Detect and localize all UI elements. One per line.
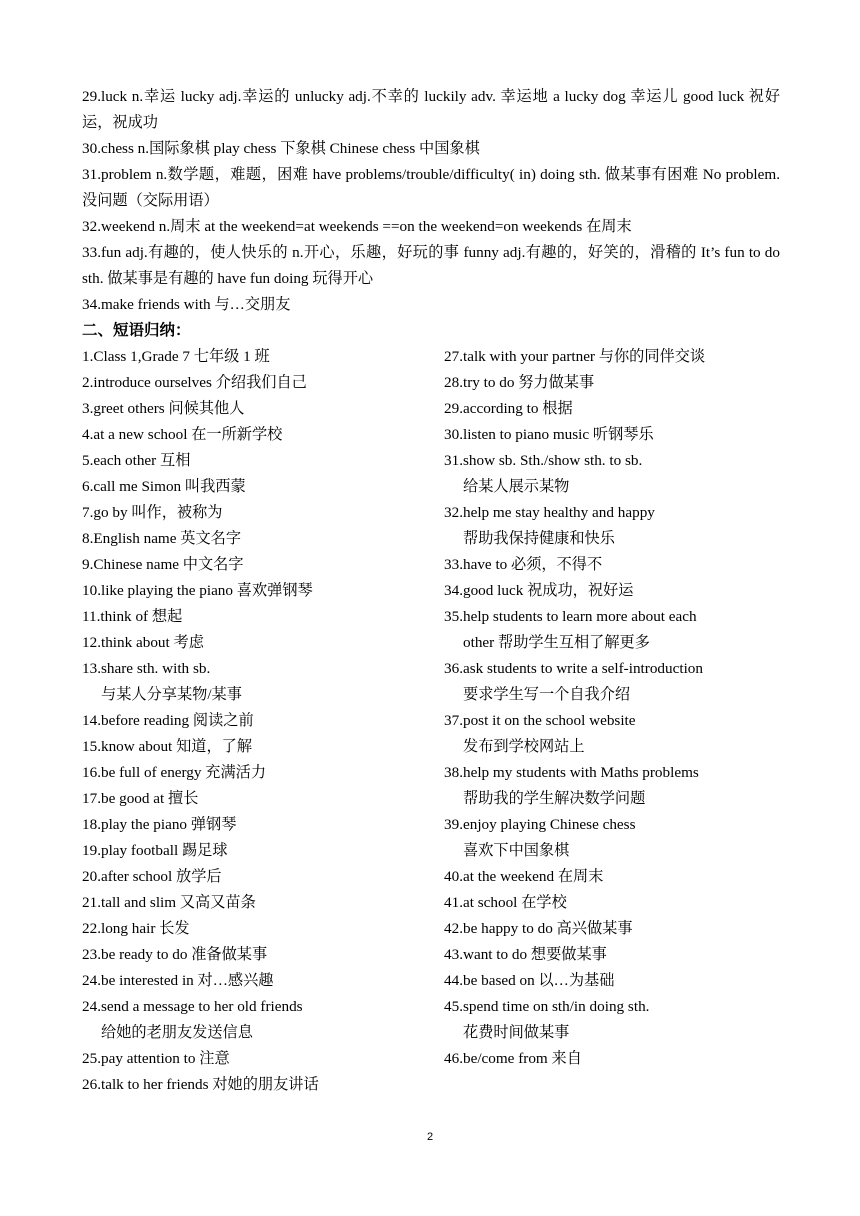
phrase-list-right — [444, 344, 780, 1098]
phrase-item: 38.help my students with Maths problems — [444, 764, 699, 781]
phrase-item: 12.think about 考虑 — [82, 634, 204, 651]
phrase-item: 15.know about 知道，了解 — [82, 738, 253, 755]
phrase-item: 28.try to do 努力做某事 — [444, 374, 595, 391]
phrase-item: 45.spend time on sth/in doing sth. — [444, 998, 650, 1015]
phrase-translation: 帮助我的学生解决数学问题 — [463, 790, 646, 807]
phrase-item: 30.listen to piano music 听钢琴乐 — [444, 426, 654, 443]
phrase-item: 4.at a new school 在一所新学校 — [82, 426, 283, 443]
phrase-item: 8.English name 英文名字 — [82, 530, 242, 547]
phrase-item: 19.play football 踢足球 — [82, 842, 228, 859]
phrase-translation: 要求学生写一个自我介绍 — [463, 686, 631, 703]
phrase-item: 24.send a message to her old friends — [82, 998, 303, 1015]
vocab-entry: 31.problem n.数学题，难题，困难 have problems/trouble/difficulty( in) doing sth. 做某事有困难 No problem.没问题（交际用语） — [82, 166, 780, 209]
phrase-item: 5.each other 互相 — [82, 452, 191, 469]
vocab-entry: 29.luck n.幸运 lucky adj.幸运的 unlucky adj.不幸的 luckily adv. 幸运地 a lucky dog 幸运儿 good luck 祝好运，祝成功 — [82, 88, 780, 131]
phrase-translation: 帮助我保持健康和快乐 — [463, 530, 615, 547]
phrase-item: 26.talk to her friends 对她的朋友讲话 — [82, 1076, 319, 1093]
phrase-item: 25.pay attention to 注意 — [82, 1050, 230, 1067]
phrase-translation: 发布到学校网站上 — [463, 738, 585, 755]
phrase-item: 2.introduce ourselves 介绍我们自己 — [82, 374, 307, 391]
phrase-item: 44.be based on 以…为基础 — [444, 972, 615, 989]
phrase-item: 1.Class 1,Grade 7 七年级 1 班 — [82, 348, 270, 365]
phrase-item: 41.at school 在学校 — [444, 894, 567, 911]
vocab-entry: 30.chess n.国际象棋 play chess 下象棋 Chinese chess 中国象棋 — [82, 140, 480, 157]
phrase-item: 24.be interested in 对…感兴趣 — [82, 972, 274, 989]
phrase-item: 29.according to 根据 — [444, 400, 573, 417]
phrase-item: 37.post it on the school website — [444, 712, 636, 729]
phrase-item: 13.share sth. with sb. — [82, 660, 211, 677]
phrase-item: 20.after school 放学后 — [82, 868, 222, 885]
phrase-item: 33.have to 必须，不得不 — [444, 556, 603, 573]
section-heading: 二、短语归纳： — [82, 322, 191, 339]
document-page — [82, 84, 780, 1098]
phrase-item: 10.like playing the piano 喜欢弹钢琴 — [82, 582, 313, 599]
phrase-item: 23.be ready to do 准备做某事 — [82, 946, 268, 963]
phrase-item: 31.show sb. Sth./show sth. to sb. — [444, 452, 643, 469]
phrase-item: 36.ask students to write a self-introduction — [444, 660, 703, 677]
phrase-list-left — [82, 344, 444, 1098]
phrase-translation: 花费时间做某事 — [463, 1024, 570, 1041]
phrase-translation: 与某人分享某物/某事 — [101, 686, 242, 703]
phrase-item: 16.be full of energy 充满活力 — [82, 764, 267, 781]
phrase-translation: 给她的老朋友发送信息 — [101, 1024, 253, 1041]
phrase-item: 6.call me Simon 叫我西蒙 — [82, 478, 246, 495]
phrase-item: 18.play the piano 弹钢琴 — [82, 816, 237, 833]
vocab-entry: 34.make friends with 与…交朋友 — [82, 296, 291, 313]
phrase-item: 9.Chinese name 中文名字 — [82, 556, 244, 573]
phrase-translation: 给某人展示某物 — [463, 478, 570, 495]
phrase-columns — [82, 344, 780, 1098]
phrase-item: 46.be/come from 来自 — [444, 1050, 582, 1067]
phrase-item: 11.think of 想起 — [82, 608, 183, 625]
phrase-item: 21.tall and slim 又高又苗条 — [82, 894, 256, 911]
phrase-item: 34.good luck 祝成功，祝好运 — [444, 582, 634, 599]
phrase-item: 32.help me stay healthy and happy — [444, 504, 655, 521]
phrase-item: 3.greet others 问候其他人 — [82, 400, 245, 417]
phrase-item: 17.be good at 擅长 — [82, 790, 199, 807]
phrase-item: 43.want to do 想要做某事 — [444, 946, 607, 963]
phrase-item: 14.before reading 阅读之前 — [82, 712, 254, 729]
phrase-translation: 喜欢下中国象棋 — [463, 842, 570, 859]
phrase-item: 7.go by 叫作，被称为 — [82, 504, 223, 521]
phrase-item: 35.help students to learn more about each — [444, 608, 697, 625]
phrase-item: 27.talk with your partner 与你的同伴交谈 — [444, 348, 706, 365]
phrase-item: 22.long hair 长发 — [82, 920, 190, 937]
phrase-translation: other 帮助学生互相了解更多 — [463, 634, 650, 651]
page-number: 2 — [426, 1131, 434, 1143]
phrase-item: 40.at the weekend 在周末 — [444, 868, 604, 885]
vocabulary-list — [82, 84, 780, 318]
vocab-entry: 33.fun adj.有趣的，使人快乐的 n.开心，乐趣，好玩的事 funny adj.有趣的，好笑的，滑稽的 It’s fun to do sth. 做某事是有趣的 have fun doing 玩得开心 — [82, 244, 780, 287]
vocab-entry: 32.weekend n.周末 at the weekend=at weekends ==on the weekend=on weekends 在周末 — [82, 218, 632, 235]
phrase-item: 39.enjoy playing Chinese chess — [444, 816, 636, 833]
phrase-item: 42.be happy to do 高兴做某事 — [444, 920, 633, 937]
